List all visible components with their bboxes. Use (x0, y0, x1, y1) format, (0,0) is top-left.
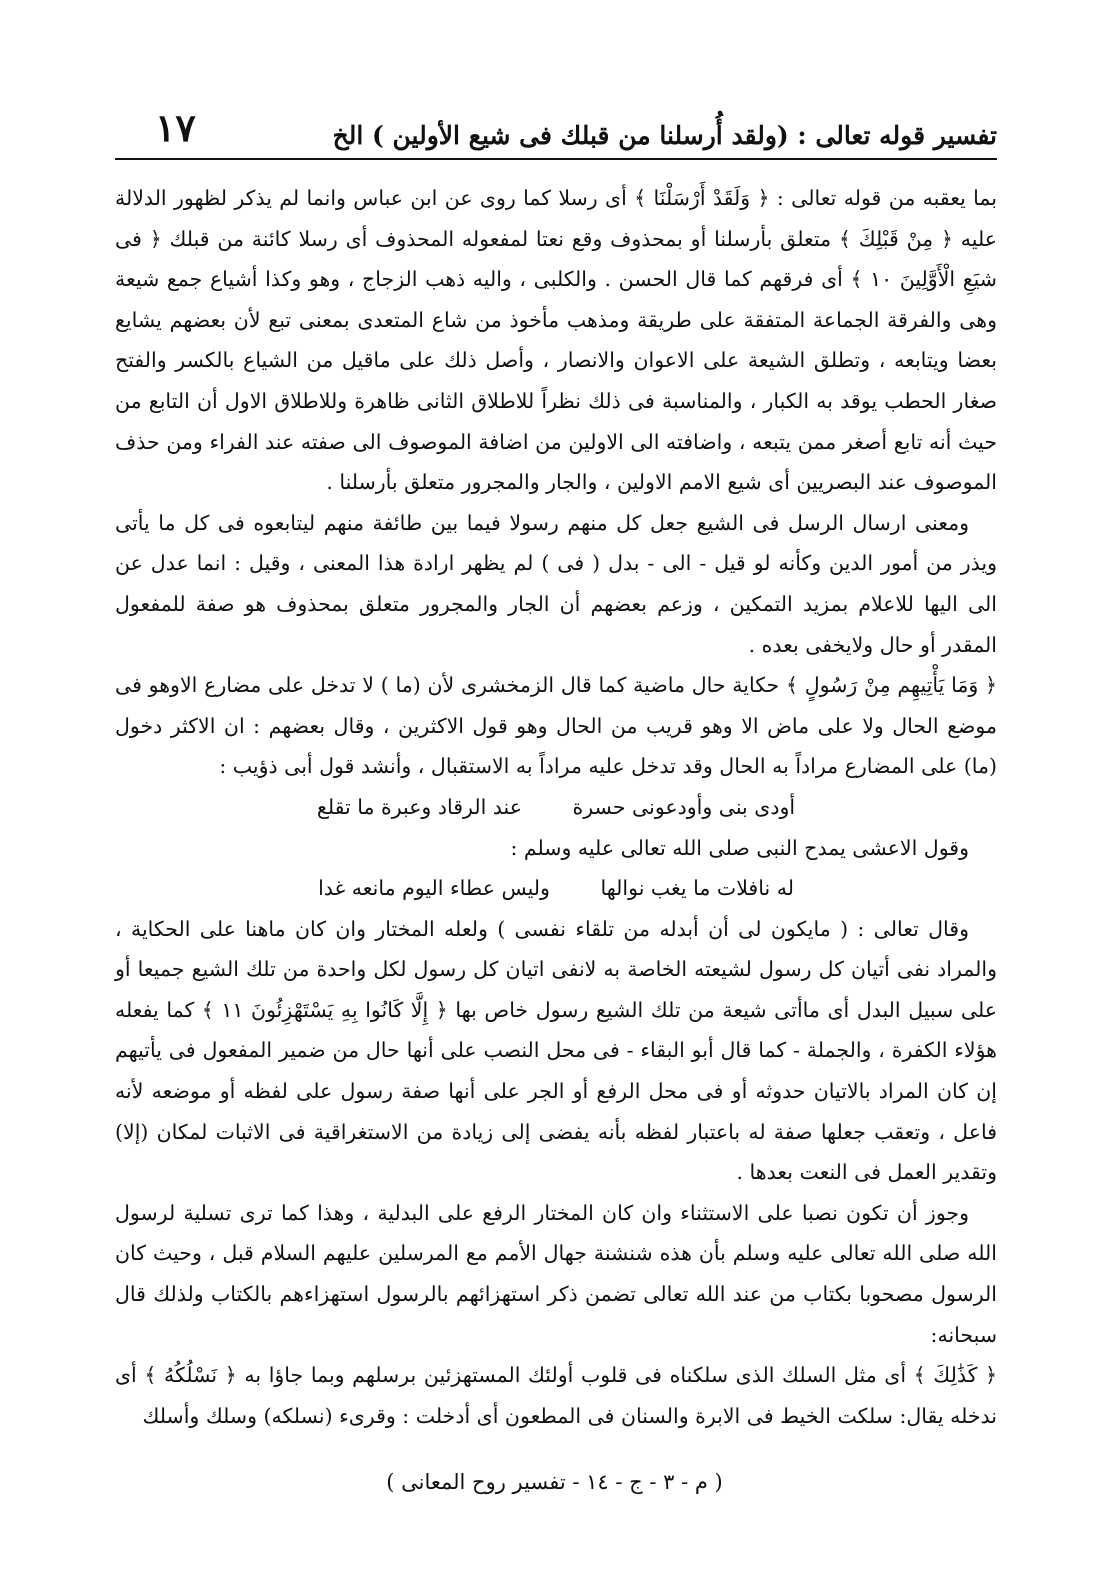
verse-2-first-half: له نافلات ما يغب نوالها (600, 876, 794, 901)
paragraph-3: ﴿ وَمَا يَأْتِيهِم مِنْ رَسُولٍ ﴾ حكاية حال ماضية كما قال الزمخشرى لأن (ما ) لا تدخل على مضارع الاوهو فى موضع الحال ولا على ماض الا وهو قريب من الحال وهو قول الاكثرين ، وقال بعضهم : ان الاكثر دخول (ما) على المضارع مراداً به الحال وقد تدخل عليه مراداً به الاستقبال ، وأنشد قول أبى ذؤيب : (115, 673, 997, 779)
paragraph-6: ﴿ كَذَٰلِكَ ﴾ أى مثل السلك الذى سلكناه فى قلوب أولئك المستهزئين برسلهم وبما جاؤا به ﴿ نَسْلُكُهُ ﴾ أى ندخله يقال: سلكت الخيط فى الابرة والسنان فى المطعون أى أدخلت : وقرىء (نسلكه) وسلك وأسلك (115, 1363, 997, 1428)
page-header (115, 90, 997, 160)
paragraph-4: وقال تعالى : ( مايكون لى أن أبدله من تلقاء نفسى ) ولعله المختار وان كان ماهنا على الحكاية ، والمراد نفى أتيان كل رسول لشيعته الخاصة به لانفى اتيان كل رسول لكل واحدة من تلك الشيع جميعا أو على سبيل البدل أى ماأتى شيعة من تلك الشيع رسول خاص بها ﴿ إِلَّا كَانُوا بِهِ يَسْتَهْزِئُونَ ١١ ﴾ كما يفعله هؤلاء الكفرة ، والجملة - كما قال أبو البقاء - فى محل النصب على أنها حال من ضمير المفعول فى يأتيهم إن كان المراد بالاتيان حدوثه أو فى محل الرفع أو الجر على أنها صفة رسول على لفظه أو موضعه لأنه فاعل ، وتعقب جعلها صفة له باعتبار لفظه بأنه يفضى إلى زيادة من الاستغراقية فى الاثبات لمكان (إلا) وتقدير العمل فى النعت بعدها . (115, 916, 998, 1185)
running-title: تفسير قوله تعالى : (ولقد أُرسلنا من قبلك فى شيع الأولين ) الخ (332, 121, 997, 150)
paragraph-1: بما يعقبه من قوله تعالى : ﴿ وَلَقَدْ أَرْسَلْنَا ﴾ أى رسلا كما روى عن ابن عباس وانما لم يذكر لظهور الدلالة عليه ﴿ مِنْ قَبْلِكَ ﴾ متعلق بأرسلنا أو بمحذوف وقع نعتا لمفعوله المحذوف أى رسلا كائنة من قبلك ﴿ فى شيَعِ الْأَوَّلِينَ ١٠ ﴾ أى فرقهم كما قال الحسن . والكلبى ، واليه ذهب الزجاج ، وهو وكذا أشياع جمع شيعة وهى والفرقة الجماعة المتفقة على طريقة ومذهب مأخوذ من شاع المتعدى بمعنى تبع لأن بعضهم يشايع بعضا ويتابعه ، وتطلق الشيعة على الاعوان والانصار ، وأصل ذلك على ماقيل من الشياع بالكسر والفتح صغار الحطب يوقد به الكبار ، والمناسبة فى ذلك نظراً للاطلاق الثانى ظاهرة وللاطلاق الاول أن التابع من حيث أنه تابع أصغر ممن يتبعه ، واضافته الى الاولين من اضافة الموصوف الى صفته عند الفراء ومن حذف الموصوف عند البصريين أى شيع الامم الاولين ، والجار والمجرور متعلق بأرسلنا . (115, 186, 997, 495)
verse-1-second-half: عند الرقاد وعبرة ما تقلع (316, 794, 522, 819)
poetry-verse-2 (115, 868, 997, 909)
body-text (115, 178, 997, 1436)
paragraph-2: ومعنى ارسال الرسل فى الشيع جعل كل منهم رسولا فيما بين طائفة منهم ليتابعوه فى كل ما يأتى ويذر من أمور الدين وكأنه لو قيل - الى - بدل ( فى ) لم يظهر ارادة هذا المعنى ، وقيل : انما عدل عن الى اليها للاعلام بمزيد التمكين ، وزعم بعضهم أن الجار والمجرور متعلق بمحذوف هو صفة للمفعول المقدر أو حال ولايخفى بعده . (115, 510, 997, 657)
poetry-verse-1 (115, 787, 997, 828)
paragraph-5: وجوز أن تكون نصبا على الاستثناء وان كان المختار الرفع على البدلية ، وهذا كما ترى تسلية لرسول الله صلى الله تعالى عليه وسلم بأن هذه شنشنة جهال الأمم مع المرسلين عليهم السلام قبل ، وحيث كان الرسول مصحوبا بكتاب من عند الله تعالى تضمن ذكر استهزائهم بالرسول استهزاءهم بالكتاب ولذلك قال سبحانه: (115, 1200, 997, 1347)
verse-2-second-half: وليس عطاء اليوم مانعه غدا (318, 876, 550, 901)
printer-signature: ( م - ٣ - ج - ١٤ - تفسير روح المعانى ) (386, 1470, 723, 1494)
page-number: ١٧ (155, 105, 196, 150)
verse-intro: وقول الاعشى يمدح النبى صلى الله تعالى عليه وسلم : (510, 835, 969, 860)
verse-1-first-half: أودى بنى وأودعونى حسرة (572, 794, 796, 819)
